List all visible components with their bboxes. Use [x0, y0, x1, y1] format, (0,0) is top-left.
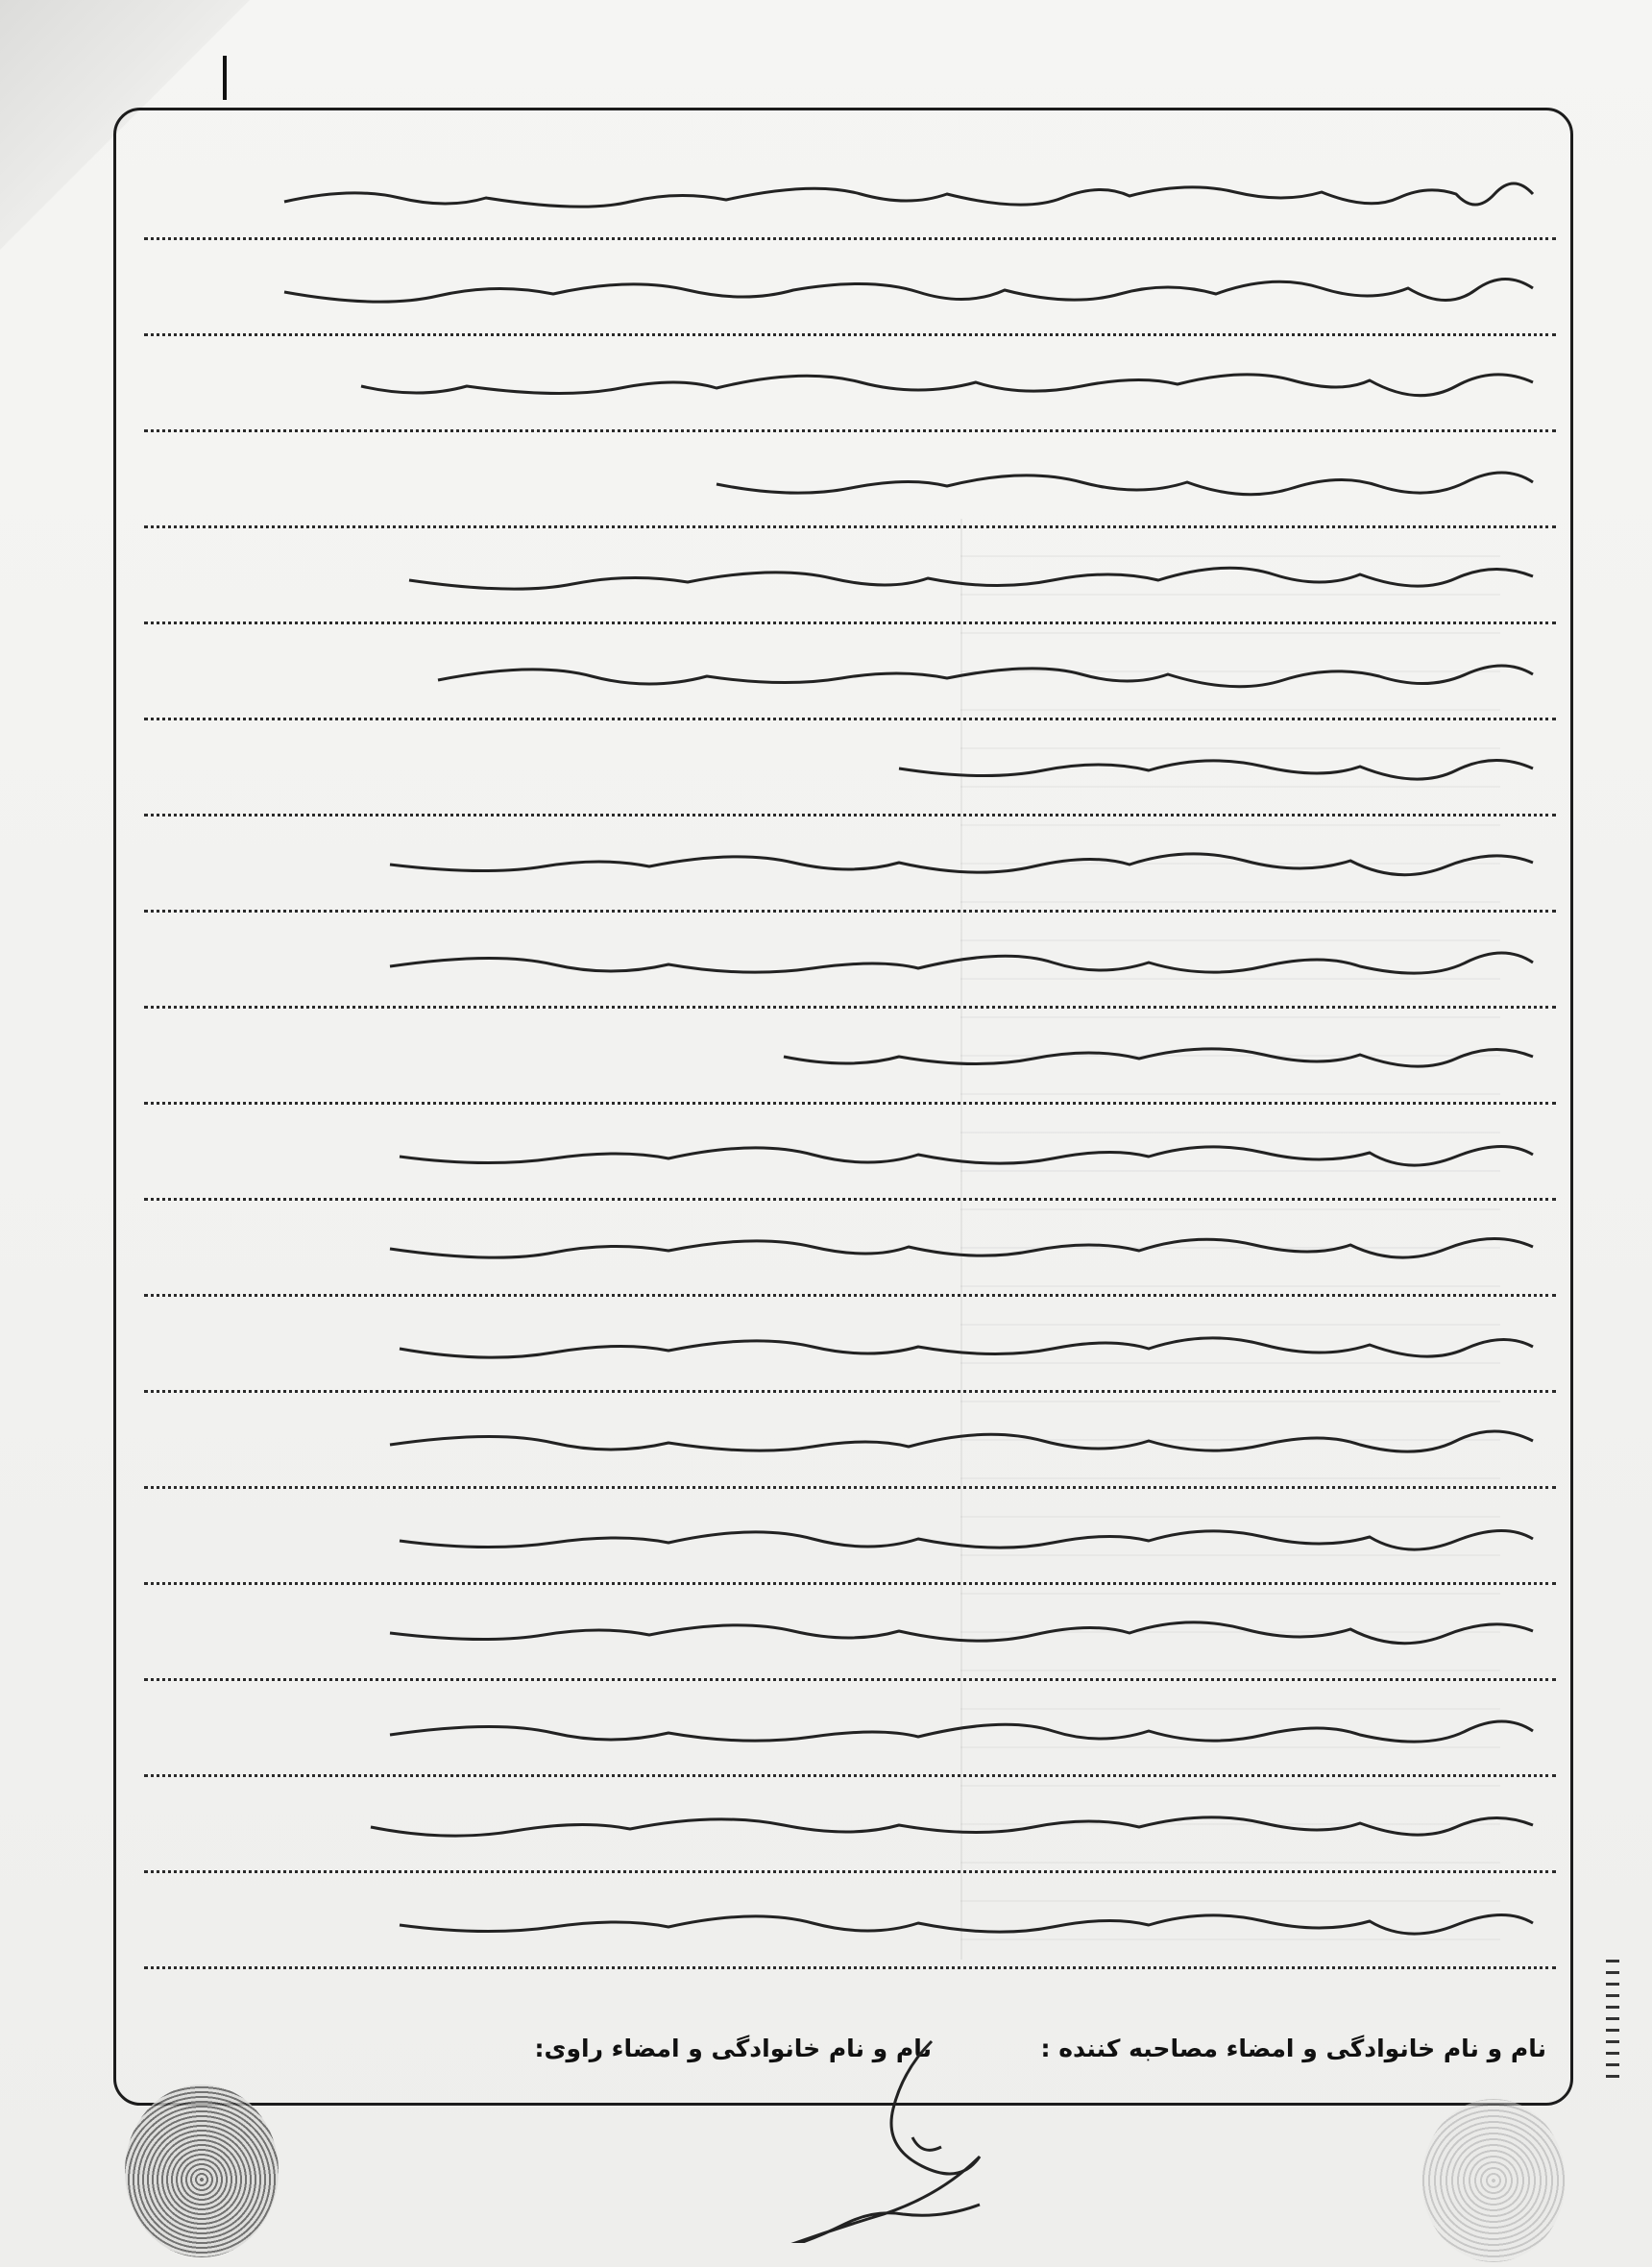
handwriting-stroke [179, 1606, 1543, 1660]
handwriting-stroke [582, 1030, 1543, 1084]
handwritten-line [144, 1873, 1556, 1969]
handwritten-line [144, 1489, 1556, 1585]
handwritten-line [144, 720, 1556, 817]
handwritten-line [144, 432, 1556, 528]
narrator-signature-label: نام و نام خانوادگی و امضاء راوی: [534, 2035, 932, 2062]
interviewer-signature-label: نام و نام خانوادگی و امضاء مصاحبه کننده : [1040, 2035, 1546, 2062]
handwriting-stroke [198, 1126, 1543, 1180]
margin-marks [1606, 1960, 1619, 2084]
handwriting-stroke [217, 165, 1543, 219]
handwritten-line [144, 1105, 1556, 1201]
handwriting-stroke [179, 838, 1543, 891]
handwritten-line [144, 1777, 1556, 1873]
handwritten-line [144, 1297, 1556, 1393]
edge-mark [223, 56, 227, 100]
handwritten-line [144, 913, 1556, 1009]
handwriting-stroke [179, 1318, 1543, 1372]
handwritten-line [144, 624, 1556, 720]
handwritten-line [144, 1585, 1556, 1681]
handwritten-signature [692, 2022, 1076, 2243]
fingerprint-right [1421, 2099, 1566, 2262]
handwriting-stroke [198, 261, 1543, 315]
handwriting-stroke [179, 1894, 1543, 1948]
fingerprint-left [125, 2084, 279, 2257]
handwriting-stroke [179, 1510, 1543, 1564]
handwriting-stroke [486, 453, 1543, 507]
handwriting-stroke [179, 646, 1543, 699]
handwriting-stroke [179, 1414, 1543, 1468]
handwritten-line [144, 336, 1556, 432]
handwriting-stroke [755, 742, 1543, 795]
handwritten-line [144, 817, 1556, 913]
handwritten-line [144, 1681, 1556, 1777]
handwriting-stroke [179, 357, 1543, 411]
handwritten-line [144, 1009, 1556, 1105]
handwritten-line [144, 144, 1556, 240]
handwriting-stroke [179, 1798, 1543, 1852]
handwritten-line [144, 1201, 1556, 1297]
handwriting-stroke [179, 1222, 1543, 1276]
handwriting-stroke [179, 1702, 1543, 1756]
handwritten-line [144, 528, 1556, 624]
handwritten-line [144, 240, 1556, 336]
handwriting-stroke [179, 934, 1543, 987]
handwritten-line [144, 1393, 1556, 1489]
handwriting-stroke [179, 549, 1543, 603]
handwritten-body [144, 144, 1556, 1969]
